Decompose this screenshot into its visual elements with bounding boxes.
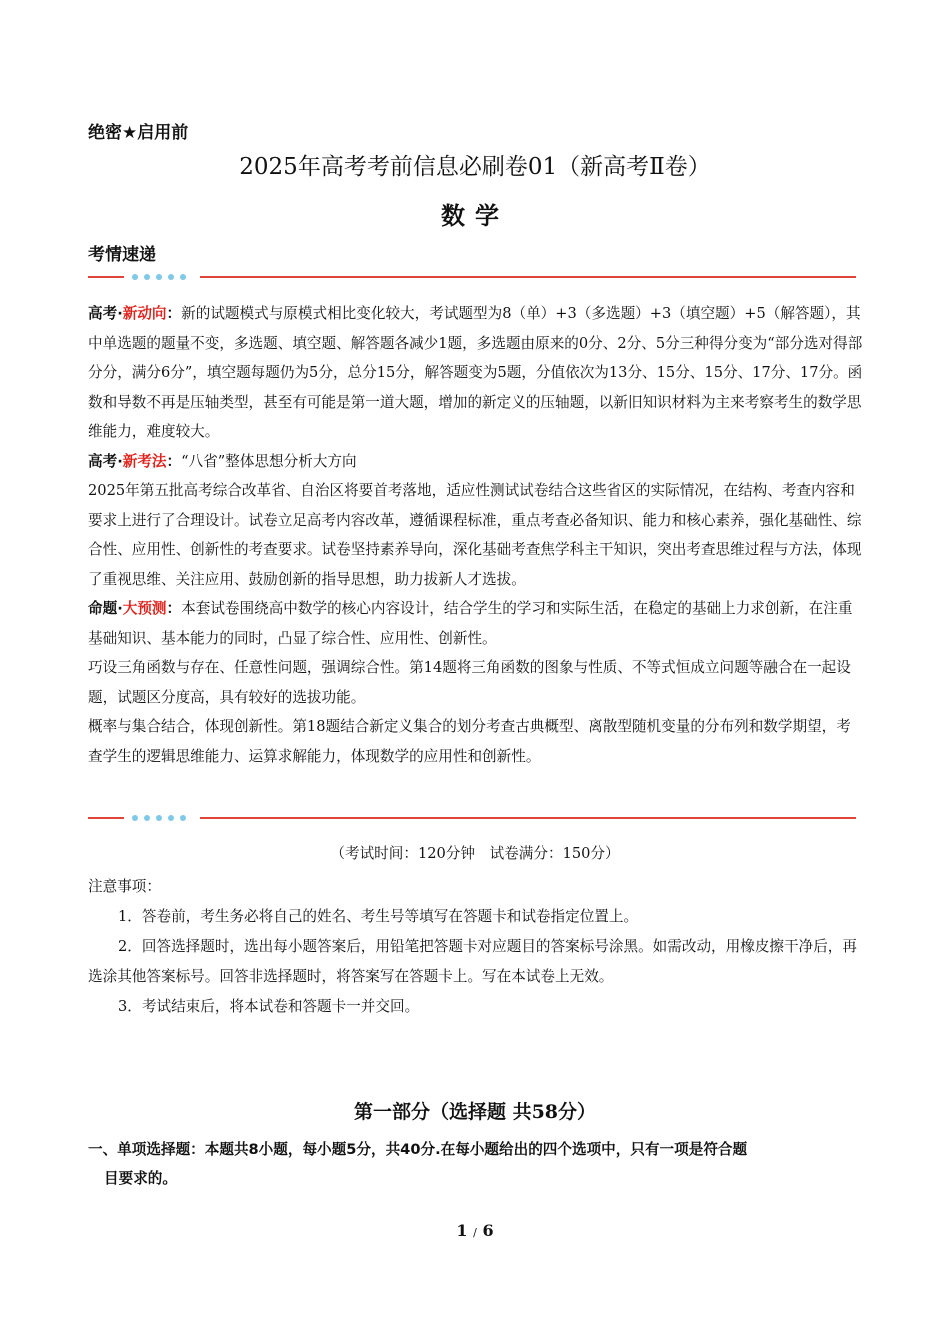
method-text: “八省”整体思想分析大方向 <box>181 452 357 470</box>
notes-section <box>88 872 864 1022</box>
page-separator: / <box>473 1226 477 1239</box>
page-title: 2025年高考考前信息必刷卷01（新高考Ⅱ卷） <box>239 154 711 180</box>
question-heading-line2: 目要求的。 <box>104 1170 177 1187</box>
predict-text: 本套试卷围绕高中数学的核心内容设计，结合学生的学习和实际生活，在稳定的基础上力求创新，在注重基础知识、基本能力的同时，凸显了综合性、应用性、创新性。 <box>88 600 853 647</box>
predict-label-colon: ： <box>166 600 182 617</box>
section-divider-bottom <box>88 811 856 825</box>
predict-paragraph-3: 概率与集合结合，体现创新性。第18题结合新定义集合的划分考查古典概型、离散型随机变量的分布列和数学期望，考查学生的逻辑思维能力、运算求解能力，体现数学的应用性和创新性。 <box>88 718 851 765</box>
predict-label-highlight: 大预测 <box>122 600 167 617</box>
overview-heading: 考情速递 <box>88 245 156 265</box>
notes-heading: 注意事项： <box>88 878 161 895</box>
predict-paragraph-2: 巧设三角函数与存在、任意性问题，强调综合性。第14题将三角函数的图象与性质、不等式恒成立问题等融合在一起设题，试题区分度高，具有较好的选拔功能。 <box>88 659 851 706</box>
trend-label-colon: ： <box>166 305 182 322</box>
method-label-highlight: 新考法 <box>122 452 167 470</box>
part-title: 第一部分（选择题 共58分） <box>353 1101 597 1123</box>
method-paragraph <box>88 447 864 477</box>
overview-content <box>88 299 864 771</box>
trend-label-highlight: 新动向 <box>122 305 167 322</box>
page-current: 1 <box>456 1221 468 1240</box>
note-item: 2．回答选择题时，选出每小题答案后，用铅笔把答题卡对应题目的答案标号涂黑。如需改动，用橡皮擦干净后，再选涂其他答案标号。回答非选择题时，将答案写在答题卡上。写在本试卷上无效。 <box>88 938 857 985</box>
predict-paragraph <box>88 594 864 653</box>
section-divider-top <box>88 270 856 284</box>
note-item: 1．答卷前，考生务必将自己的姓名、考生号等填写在答题卡和试卷指定位置上。 <box>118 908 639 925</box>
method-label-colon: ： <box>166 452 182 470</box>
trend-label-prefix: 高考· <box>88 305 123 322</box>
question-section-heading <box>88 1135 858 1193</box>
note-item: 3．考试结束后，将本试卷和答题卡一并交回。 <box>118 998 420 1015</box>
trend-paragraph <box>88 299 864 447</box>
predict-label-prefix: 命题· <box>88 600 123 617</box>
page-total: 6 <box>482 1221 494 1240</box>
trend-text: 新的试题模式与原模式相比变化较大，考试题型为8（单）+3（多选题）+3（填空题）+5（解答题），其中单选题的题量不变，多选题、填空题、解答题各减少1题，多选题由原来的0分、2分、5分三种得分变为“部分选对得部分分，满分6分”，填空题每题仍为5分，总分15分，解答题变为5题，分值依次为13分、15分、15分、17分、17分。函数和导数不再是压轴类型，甚至有可能是第一道大题，增加的新定义的压轴题，以新旧知识材料为主来考察考生的数学思维能力，难度较大。 <box>88 305 863 440</box>
page-number <box>0 1221 950 1240</box>
subject-title: 数学 <box>441 201 509 230</box>
exam-info: （考试时间：120分钟 试卷满分：150分） <box>330 845 620 862</box>
method-detail-paragraph: 2025年第五批高考综合改革省、自治区将要首考落地，适应性测试试卷结合这些省区的实际情况，在结构、考查内容和要求上进行了合理设计。试卷立足高考内容改革，遵循课程标准，重点考查必备知识、能力和核心素养，强化基础性、综合性、应用性、创新性的考查要求。试卷坚持素养导向，深化基础考查焦学科主干知识，突出考查思维过程与方法，体现了重视思维、关注应用、鼓励创新的指导思想，助力拔新人才选拔。 <box>88 482 862 588</box>
method-label-prefix: 高考· <box>88 452 123 470</box>
question-heading-line1: 一、单项选择题：本题共8小题，每小题5分，共40分.在每小题给出的四个选项中，只有一项是符合题 <box>88 1141 748 1158</box>
confidential-label: 绝密★启用前 <box>88 123 189 143</box>
